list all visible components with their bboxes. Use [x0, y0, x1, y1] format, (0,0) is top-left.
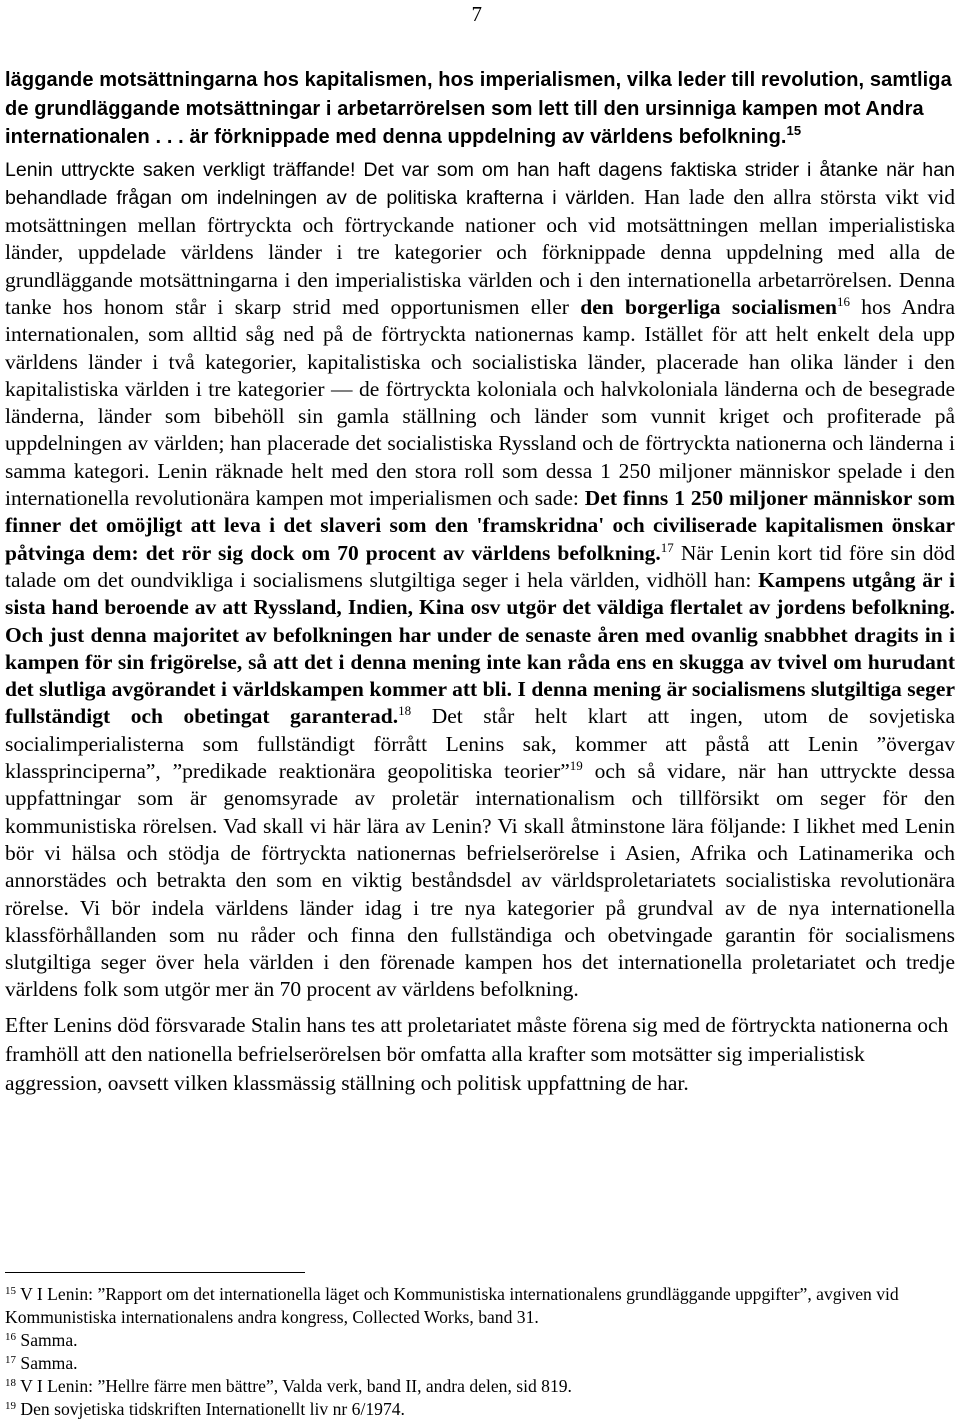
paragraph-text: När Lenin kort tid före sin död talade om det oundvikliga i socialismens slutgiltiga seger i hela världen, vidhöll han:: [5, 540, 955, 592]
paragraph-text: Han lade den allra största vikt vid motsättningen mellan förtryckta och förtryckande nationer och vid motsättningen mellan imperialistiska länder, uppdelade världens länder i tre kategorier och förknippade denna uppdelning med alla de grundläggande motsättningarna i den imperialistiska världen och i den internationella arbetarrörelsen. Denna tanke hos honom står i skarp strid med opportunismen eller: [5, 184, 955, 319]
footnote: [5, 1375, 955, 1398]
footnote-number: 17: [5, 1354, 16, 1366]
footnote-text: Samma.: [20, 1353, 78, 1373]
footnote-ref-15: 15: [786, 123, 802, 138]
footnote-number: 15: [5, 1285, 16, 1297]
footnote: [5, 1283, 955, 1329]
closing-paragraph: Efter Lenins död försvarade Stalin hans tes att proletariatet måste förena sig med de förtryckta nationerna och framhöll att den nationella befrielserörelsen bör omfatta alla krafter som motsätter sig imperialistisk aggression, oavsett vilken klassmässig ställning och politisk uppfattning de har.: [5, 1012, 949, 1095]
footnote-ref-16: 16: [836, 293, 850, 309]
paragraph-text: Det var som om han haft dagens faktiska strider i åtanke när han behandlade frågan om indelningen av de politiska krafterna i världen.: [5, 158, 955, 209]
bold-quote: Kampens utgång är i sista hand beroende av att Ryssland, Indien, Kina osv utgör det väldiga flertalet av jordens befolkning. Och just denna majoritet av befolkningen har under de senaste åren med ovanlig snabbhet dragits in i kampen för sin frigörelse, så att det i denna mening inte kan råda ens en skugga av tvivel om hurudant det slutliga avgörandet i världskampen kommer att bli. I denna mening är socialismens slutgiltiga seger fullständigt och obetingat garanterad.: [5, 567, 955, 729]
footnote: [5, 1329, 955, 1352]
page-number: 7: [471, 2, 482, 26]
footnote-text: Den sovjetiska tidskriften Internationellt liv nr 6/1974.: [20, 1399, 405, 1419]
bold-phrase: den borgerliga socialismen: [580, 294, 837, 319]
quote-text: läggande motsättningarna hos kapitalismen, hos imperialismen, vilka leder till revolution, samtliga de grundläggande motsättningar i arbetarrörelsen som lett till den ursinniga kampen mot Andra internationalen . . . är förknippade med denna uppdelning av världens befolkning.: [5, 69, 952, 148]
footnote-ref-19: 19: [569, 758, 583, 774]
paragraph-text: Det står helt klart att ingen, utom de sovjetiska socialimperialisterna som fullständigt förrått Lenins sak, kommer att påstå att Lenin ”övergav klassprinciperna”, ”predikade reaktionära geopolitiska teorier”: [5, 704, 955, 784]
paragraph-text: hos Andra internationalen, som alltid såg ned på de förtryckta nationernas kamp. Istället för att helt enkelt dela upp världens länder i två kategorier, kapitalistiska och socialistiska länder, placerade han olika länder i den kapitalistiska världen i tre kategorier — de förtryckta koloniala och halvkoloniala länderna och de besegrade länderna, länder som bibehöll sin gamla ställning och länder som vunnit kriget och profiterade på uppdelningen av världen; han placerade det socialistiska Ryssland och de förtryckta nationerna och länderna i samma kategori. Lenin räknade helt med den stora roll som dessa 1 250 miljoner människor spelade i den internationella revolutionära kampen mot imperialismen och sade:: [5, 294, 955, 511]
footnote: [5, 1352, 955, 1375]
footnote-number: 18: [5, 1377, 16, 1389]
page-body: [5, 66, 955, 1098]
footnotes: [5, 1283, 955, 1421]
footnote: [5, 1398, 955, 1421]
footnote-number: 19: [5, 1400, 16, 1412]
footnote-text: V I Lenin: ”Hellre färre men bättre”, Valda verk, band II, andra delen, sid 819.: [20, 1376, 572, 1396]
main-paragraph: [5, 156, 955, 1004]
footnote-number: 16: [5, 1331, 16, 1343]
footnote-ref-17: 17: [660, 539, 674, 555]
paragraph-text: och så vidare, när han uttryckte dessa uppfattningar som är genomsyrade av proletär internationalism och tillförsikt om seger för den kommunistiska rörelsen. Vad skall vi här lära av Lenin? Vi skall åtminstone lära följande: I likhet med Lenin bör vi hälsa och stödja de förtryckta nationernas befrielserörelse i Asien, Afrika och Latinamerika och annorstädes och betrakta den som en viktig beståndsdel av världsproletariatets socialistiska revolutionära rörelse. Vi bör indela världens länder idag i tre nya kategorier på grundval av de nya internationella klassförhållanden som nu råder och finna den fullständiga och obetvingade garantin för socialismens slutgiltiga seger över hela världen i den förenade kampen hos det internationella proletariatet och tredje världens folk som utgör mer än 70 procent av världens befolkning.: [5, 759, 956, 1002]
paragraph-text: Lenin uttryckte saken verkligt träffande!: [5, 158, 356, 181]
bold-quote: Det finns 1 250 miljoner människor som finner det omöjligt att leva i det slaveri som den 'framskridna' och civiliserade kapitalismen önskar påtvinga dem: det rör sig dock om 70 procent av världens befolkning.: [5, 486, 955, 565]
footnote-text: Samma.: [20, 1330, 78, 1350]
footnote-ref-18: 18: [398, 703, 412, 719]
quote-paragraph: [5, 66, 955, 152]
footnote-text: V I Lenin: ”Rapport om det internationella läget och Kommunistiska internationalens grundläggande uppgifter”, avgiven vid Kommunistiska internationalens andra kongress, Collected Works, band 31.: [5, 1284, 899, 1327]
footnote-separator: [5, 1272, 305, 1273]
